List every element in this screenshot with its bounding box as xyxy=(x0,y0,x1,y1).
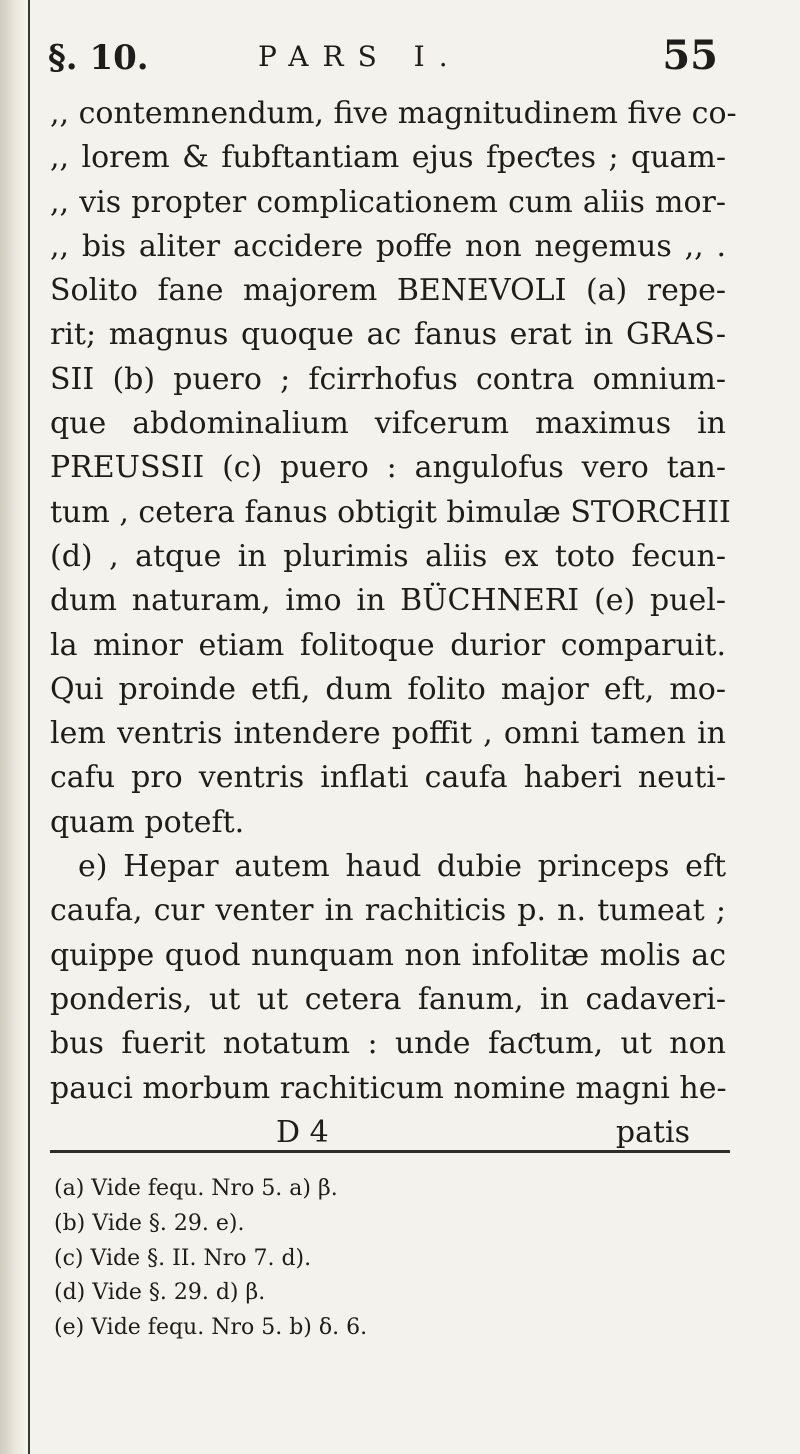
text-line: ,, bis aliter accidere poffe non negemus ,, . xyxy=(50,228,726,264)
text-line: SII (b) puero ; fcirrhofus contra omnium- xyxy=(50,361,726,397)
section-number: §. 10. xyxy=(48,38,149,78)
text-line: bus fuerit notatum : unde faƈtum, ut non xyxy=(50,1026,726,1062)
text-line: Solito fane majorem BENEVOLI (a) repe- xyxy=(50,273,726,309)
text-line: ,, vis propter complicationem cum aliis mor- xyxy=(50,184,726,220)
text-line: la minor etiam folitoque durior comparuit. xyxy=(50,627,726,663)
footnote: (a) Vide fequ. Nro 5. a) β. xyxy=(54,1176,338,1201)
text-line: rit; magnus quoque ac fanus erat in GRAS- xyxy=(50,317,726,353)
text-line: ,, contemnendum, five magnitudinem five co- xyxy=(50,96,737,131)
footnote: (c) Vide §. II. Nro 7. d). xyxy=(54,1245,312,1271)
text-line: cafu pro ventris inflati caufa haberi neuti- xyxy=(50,760,726,796)
page-gutter-shadow xyxy=(0,0,26,1454)
part-title: PARS I. xyxy=(258,40,462,73)
text-line: dum naturam, imo in BÜCHNERI (e) puel- xyxy=(50,583,726,619)
text-line: lem ventris intendere poffit , omni tamen in xyxy=(50,716,726,752)
catchword: patis xyxy=(615,1114,690,1150)
text-line: e) Hepar autem haud dubie princeps eft xyxy=(78,849,726,885)
footnote: (d) Vide §. 29. d) β. xyxy=(54,1280,266,1306)
footnotes xyxy=(54,1172,554,1346)
running-header xyxy=(48,30,718,90)
main-text xyxy=(50,92,737,1155)
text-line: que abdominalium vifcerum maximus in xyxy=(50,406,726,442)
footnote-divider xyxy=(50,1150,730,1153)
text-line: (d) , atque in plurimis aliis ex toto fecun- xyxy=(50,538,726,574)
signature-line xyxy=(50,1111,726,1155)
text-line: pauci morbum rachiticum nomine magni he- xyxy=(50,1070,727,1106)
footnote: (b) Vide §. 29. e). xyxy=(54,1210,245,1236)
text-line: quippe quod nunquam non infolitæ molis ac xyxy=(50,937,726,973)
text-line: ,, lorem & fubftantiam ejus fpeƈtes ; quam- xyxy=(50,140,726,176)
signature-mark: D 4 xyxy=(276,1114,329,1150)
footnote: (e) Vide fequ. Nro 5. b) δ. 6. xyxy=(54,1315,368,1341)
text-line: caufa, cur venter in rachiticis p. n. tumeat ; xyxy=(50,893,726,929)
text-line: PREUSSII (c) puero : angulofus vero tan- xyxy=(50,450,726,486)
paragraph-end-line: quam poteft. xyxy=(50,804,245,840)
page-gutter-line xyxy=(28,0,30,1454)
page-number: 55 xyxy=(662,32,718,79)
text-line: tum , cetera fanus obtigit bimulæ STORCHII xyxy=(50,494,731,530)
text-line: ponderis, ut ut cetera fanum, in cadaveri- xyxy=(50,981,726,1017)
text-line: Qui proinde etfi, dum folito major eft, mo- xyxy=(50,671,726,707)
